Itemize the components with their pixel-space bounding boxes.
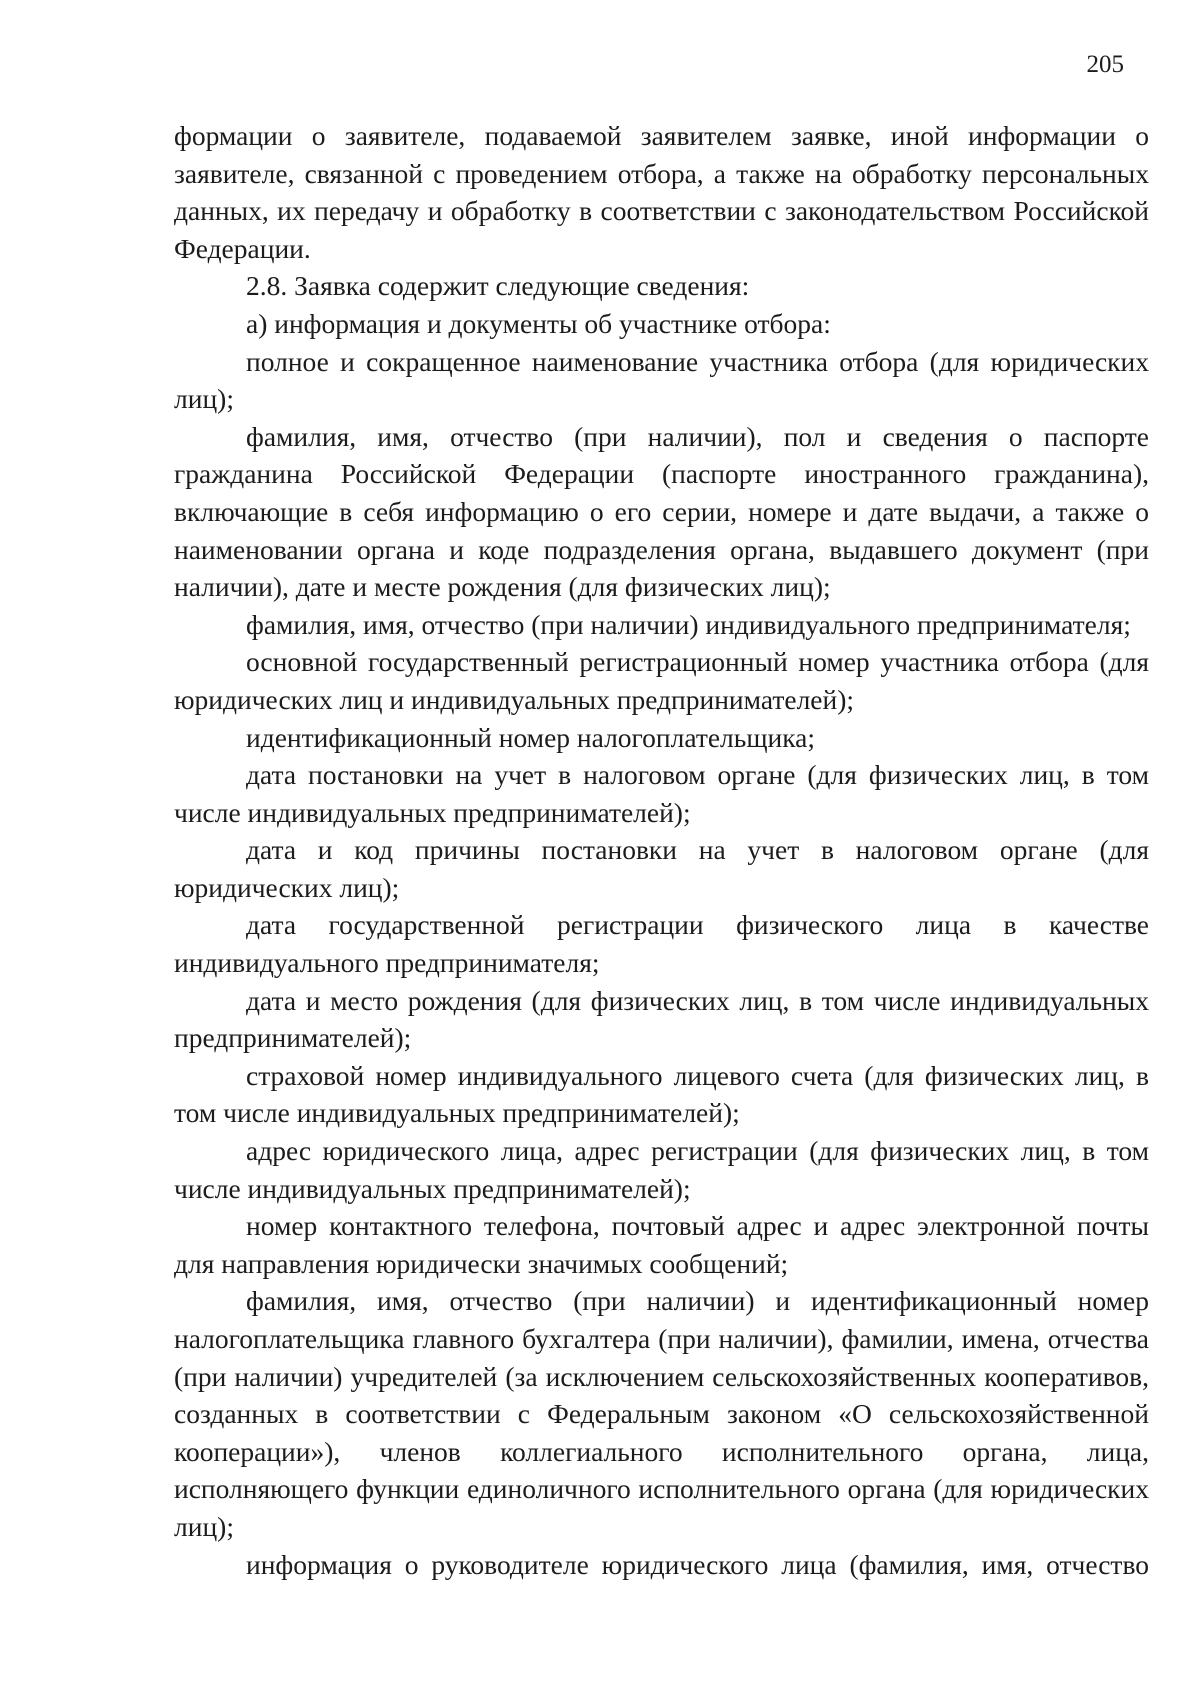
paragraph-list-item: адрес юридического лица, адрес регистрации (для физических лиц, в том числе индивидуальных предпринимателей); — [174, 1135, 1149, 1204]
paragraph-list-item: идентификационный номер налогоплательщика; — [246, 721, 816, 753]
paragraph-list-item: полное и сокращенное наименование участника отбора (для юридических лиц); — [174, 345, 1149, 415]
document-body — [174, 117, 1149, 1583]
paragraph-section-2-8: 2.8. Заявка содержит следующие сведения: — [246, 270, 750, 302]
paragraph-item-a: а) информация и документы об участнике отбора: — [246, 307, 831, 339]
paragraph-list-item: фамилия, имя, отчество (при наличии), пол и сведения о паспорте гражданина Российской Федерации (паспорте иностранного гражданина), включающие в себя информацию о его серии, номере и дате выдачи, а также о наименовании органа и коде подразделения органа, выдавшего документ (при наличии), дате и месте рождения (для физических лиц); — [174, 420, 1149, 603]
paragraph-list-item: страховой номер индивидуального лицевого счета (для физических лиц, в том числе индивидуальных предпринимателей); — [174, 1059, 1149, 1129]
paragraph-list-item: фамилия, имя, отчество (при наличии) и идентификационный номер налогоплательщика главного бухгалтера (при наличии), фамилии, имена, отчества (при наличии) учредителей (за исключением сельскохозяйственных кооперативов, созданных в соответствии с Федеральным законом «О сельскохозяйственной кооперации»), членов коллегиального исполнительного органа, лица, исполняющего функции единоличного исполнительного органа (для юридических лиц); — [174, 1285, 1149, 1542]
page-number: 205 — [1086, 51, 1124, 78]
paragraph-list-item: дата государственной регистрации физического лица в качестве индивидуального предпринимателя; — [174, 909, 1149, 979]
paragraph-list-item: фамилия, имя, отчество (при наличии) индивидуального предпринимателя; — [246, 608, 1131, 640]
paragraph-list-item: информация о руководителе юридического лица (фамилия, имя, отчество — [246, 1548, 1149, 1580]
paragraph-continuation: формации о заявителе, подаваемой заявителем заявке, иной информации о заявителе, связанной с проведением отбора, а также на обработку персональных данных, их передачу и обработку в соответствии с законодательством Российской Федерации. — [174, 120, 1149, 264]
paragraph-list-item: основной государственный регистрационный номер участника отбора (для юридических лиц и индивидуальных предпринимателей); — [174, 646, 1149, 715]
paragraph-list-item: номер контактного телефона, почтовый адрес и адрес электронной почты для направления юридически значимых сообщений; — [174, 1210, 1149, 1279]
paragraph-list-item: дата и место рождения (для физических лиц, в том числе индивидуальных предпринимателей); — [174, 984, 1149, 1054]
paragraph-list-item: дата постановки на учет в налоговом органе (для физических лиц, в том числе индивидуальных предпринимателей); — [174, 759, 1149, 828]
paragraph-list-item: дата и код причины постановки на учет в налоговом органе (для юридических лиц); — [174, 834, 1149, 903]
